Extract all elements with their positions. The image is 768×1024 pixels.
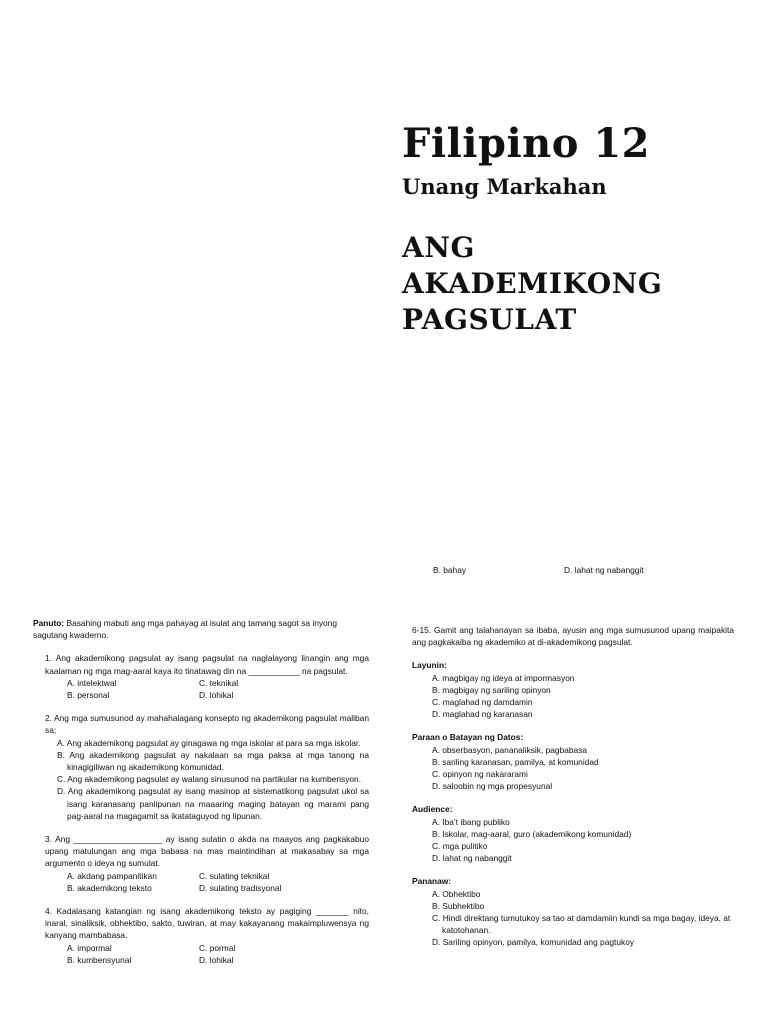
question-2: [45, 712, 369, 822]
answer-option: A. intelektwal: [67, 677, 117, 688]
section-items: [412, 816, 734, 865]
section-item: D. lahat ng nabanggit: [432, 853, 512, 864]
answer-option: A. impormal: [67, 942, 112, 953]
section-items: [412, 744, 734, 793]
instruction-label: Panuto:: [33, 618, 65, 628]
section-item: B. Iskolar, mag-aaral, guro (akademikong komunidad): [432, 828, 632, 839]
subject-title: Filipino 12: [402, 120, 650, 167]
module-title-line: PAGSULAT: [402, 303, 577, 336]
right-intro: 6-15. Gamit ang talahanayan sa ibaba, ayusin ang mga sumusunod upang maipakita ang pagkakaiba ng akademiko at di-akademikong pagsulat.: [412, 625, 734, 648]
section-item: A. Obhektibo: [432, 888, 481, 899]
question-1-text: 1. Ang akademikong pagsulat ay isang pagsulat na naglalayong linangin ang mga kaalaman ng mga mag-aaral kaya ito tinatawag din na ___________ na pagsulat.: [45, 653, 369, 676]
section-layunin: [412, 659, 734, 720]
question-2-text: 2. Ang mga sumusunod ay mahahalagang konsepto ng akademikong pagsulat maliban sa;: [45, 713, 369, 736]
section-item: D. maglahad ng karanasan: [432, 709, 533, 720]
instruction-text: Basahing mabuti ang mga pahayag at isulat ang tamang sagot sa inyong sagutang kwaderno.: [33, 618, 338, 641]
right-column: [412, 624, 734, 960]
answer-option: B. personal: [67, 690, 110, 701]
section-heading: Audience:: [412, 804, 453, 815]
answer-option: B. kumbensyunal: [67, 954, 132, 965]
module-title-line: AKADEMIKONG: [402, 267, 663, 300]
answer-option: D. Ang akademikong pagsulat ay isang masinop at sistematikong pagsulat ukol sa isang karanasang panlipunan na maaaring maging batayan ng marami pang pag-aaral na magagamit sa ikatataguyod ng lipunan.: [57, 786, 369, 821]
section-item: C. mga pulitiko: [432, 841, 488, 852]
section-item: C. maglahad ng damdamin: [432, 697, 533, 708]
section-heading: Layunin:: [412, 660, 447, 671]
section-item: C. Hindi direktang tumutukoy sa tao at damdamiin kundi sa mga bagay, ideya, at katotohanan.: [432, 913, 731, 936]
section-item: B. magbigay ng sariling opinyon: [432, 684, 551, 695]
section-item: A. obserbasyon, pananaliksik, pagbabasa: [432, 744, 588, 755]
section-items: [412, 888, 734, 949]
option-b: B. bahay: [433, 565, 467, 575]
top-options-row: [433, 564, 694, 576]
question-list: [33, 652, 369, 966]
section-item: D. saloobin ng mga propesyunal: [432, 781, 553, 792]
answer-option: C. Ang akademikong pagsulat ay walang sinusunod na partikular na kumbensyon.: [57, 774, 362, 785]
question-3: [45, 833, 369, 894]
module-title: [402, 230, 662, 338]
module-title-line: ANG: [402, 231, 476, 264]
section-item: A. magbigay ng ideya at impormasyon: [432, 672, 575, 683]
question-3-options: [45, 870, 369, 894]
answer-option: C. sulating teknikal: [199, 870, 270, 881]
section-item: B. Subhektibo: [432, 900, 485, 911]
answer-option: A. akdang pampanitikan: [67, 870, 157, 881]
left-column: [33, 617, 369, 977]
instruction: [33, 617, 369, 641]
answer-option: B. Ang akademikong pagsulat ay nakalaan sa mga paksa at mga tanong na kinagigiliwan ng akademikong komunidad.: [57, 749, 369, 773]
question-3-text: 3. Ang ___________________ ay isang sulatin o akda na maayos ang pagkakabuo upang matulungan ang mga babasa na mas maintindihan at makasabay sa mga argumento o ideya ng sumulat.: [45, 834, 369, 869]
section-audience: [412, 803, 734, 864]
answer-option: C. teknikal: [199, 677, 239, 688]
section-item: D. Sariling opinyon, pamilya, komunidad ang pagtukoy: [432, 937, 635, 948]
section-items: [412, 672, 734, 721]
quarter-subtitle: Unang Markahan: [402, 174, 607, 199]
question-2-options: [45, 737, 369, 822]
question-4: [45, 905, 369, 966]
section-pananaw: [412, 875, 734, 948]
section-item: B. sariling karanasan, pamilya, at komunidad: [432, 756, 599, 767]
question-4-text: 4. Kadalasang katangian ng isang akademikong teksto ay pagiging _______ nito, inaral, sinaliksik, obhektibo, sakto, tuwiran, at may kakayanang makaimpluwensya ng kanyang mambabasa.: [45, 906, 369, 941]
section-paraan: [412, 731, 734, 792]
answer-option: A. Ang akademikong pagsulat ay ginagawa ng mga iskolar at para sa mga iskolar.: [57, 737, 361, 748]
answer-option: D. lohikal: [199, 954, 234, 965]
section-item: C. opinyon ng nakararami: [432, 769, 528, 780]
question-1: [45, 652, 369, 701]
answer-option: D. lohikal: [199, 690, 234, 701]
question-1-options: [45, 677, 369, 701]
answer-option: C. pormal: [199, 942, 236, 953]
section-item: A. Iba’t ibang publiko: [432, 816, 510, 827]
question-4-options: [45, 942, 369, 966]
section-heading: Pananaw:: [412, 876, 452, 887]
option-d: D. lahat ng nabanggit: [564, 565, 644, 575]
answer-option: D. sulating tradisyonal: [199, 882, 282, 893]
answer-option: B. akademikong teksto: [67, 882, 152, 893]
section-heading: Paraan o Batayan ng Datos:: [412, 732, 524, 743]
